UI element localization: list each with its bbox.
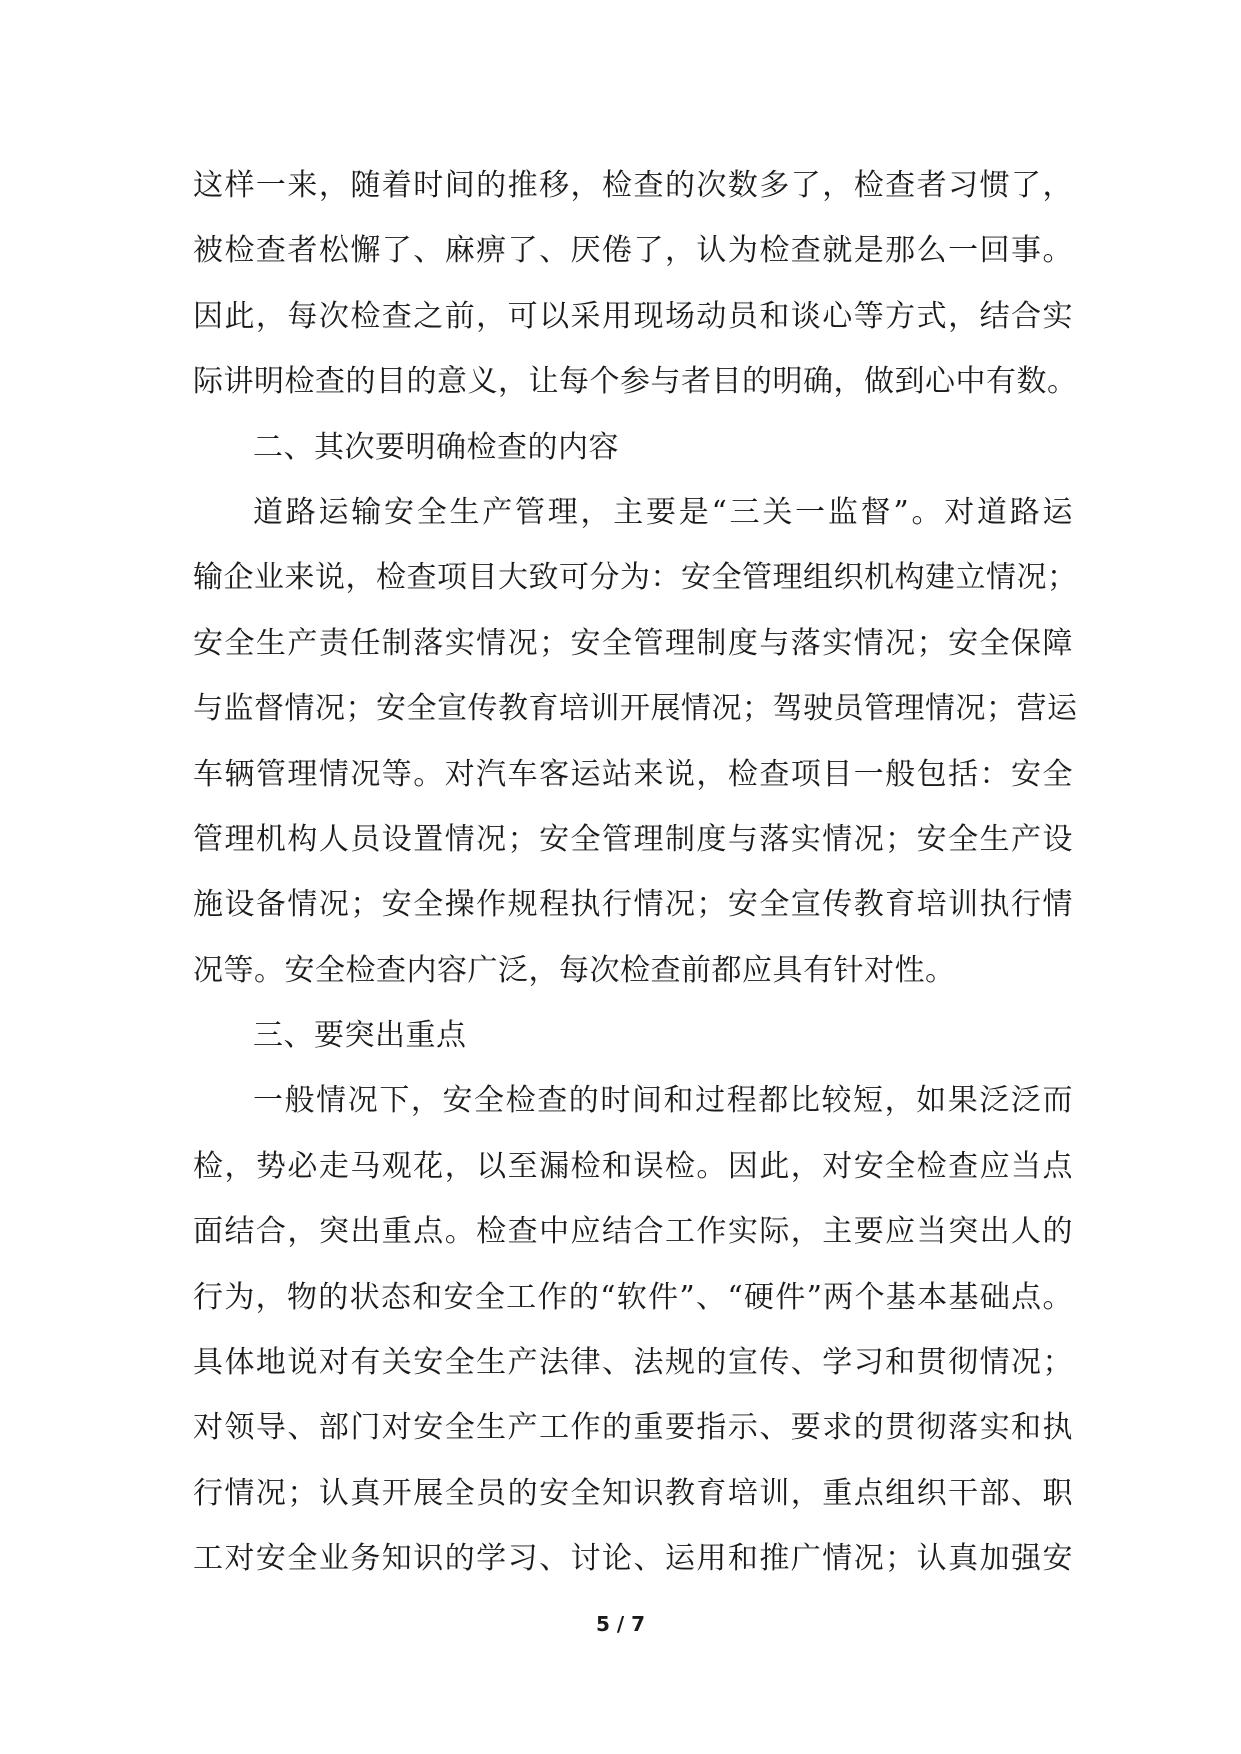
- text-line: 一般情况下，安全检查的时间和过程都比较短，如果泛泛而: [253, 1083, 1073, 1119]
- section-heading: 二、其次要明确检查的内容: [253, 429, 619, 465]
- text-line: 面结合，突出重点。检查中应结合工作实际，主要应当突出人的: [193, 1214, 1073, 1250]
- text-line: 对领导、部门对安全生产工作的重要指示、要求的贯彻落实和执: [193, 1410, 1073, 1446]
- text-line: 行情况；认真开展全员的安全知识教育培训，重点组织干部、职: [193, 1475, 1073, 1511]
- text-line: 检，势必走马观花，以至漏检和误检。因此，对安全检查应当点: [193, 1148, 1073, 1184]
- text-line: 因此，每次检查之前，可以采用现场动员和谈心等方式，结合实: [193, 298, 1073, 334]
- text-line: 施设备情况；安全操作规程执行情况；安全宣传教育培训执行情: [193, 887, 1073, 923]
- text-line: 况等。安全检查内容广泛，每次检查前都应具有针对性。: [193, 952, 956, 988]
- text-line: 与监督情况；安全宣传教育培训开展情况；驾驶员管理情况；营运: [193, 691, 1078, 727]
- text-line: 行为，物的状态和安全工作的“软件”、“硬件”两个基本基础点。: [193, 1279, 1073, 1315]
- text-line: 这样一来，随着时间的推移，检查的次数多了，检查者习惯了，: [193, 168, 1073, 203]
- text-line: 输企业来说，检查项目大致可分为：安全管理组织机构建立情况；: [193, 560, 1078, 596]
- text-line: 际讲明检查的目的意义，让每个参与者目的明确，做到心中有数。: [193, 364, 1078, 400]
- page-number: 5 / 7: [595, 1612, 646, 1636]
- text-line: 工对安全业务知识的学习、讨论、运用和推广情况；认真加强安: [193, 1541, 1073, 1577]
- text-line: 道路运输安全生产管理，主要是“三关一监督”。对道路运: [253, 494, 1073, 530]
- text-line: 管理机构人员设置情况；安全管理制度与落实情况；安全生产设: [193, 821, 1073, 857]
- text-line: 车辆管理情况等。对汽车客运站来说，检查项目一般包括：安全: [193, 756, 1073, 792]
- body-text: [193, 153, 1078, 1592]
- text-line: 安全生产责任制落实情况；安全管理制度与落实情况；安全保障: [193, 625, 1073, 661]
- text-line: 被检查者松懈了、麻痹了、厌倦了，认为检查就是那么一回事。: [193, 233, 1073, 269]
- text-line: 具体地说对有关安全生产法律、法规的宣传、学习和贯彻情况；: [193, 1345, 1073, 1381]
- section-heading: 三、要突出重点: [253, 1018, 467, 1054]
